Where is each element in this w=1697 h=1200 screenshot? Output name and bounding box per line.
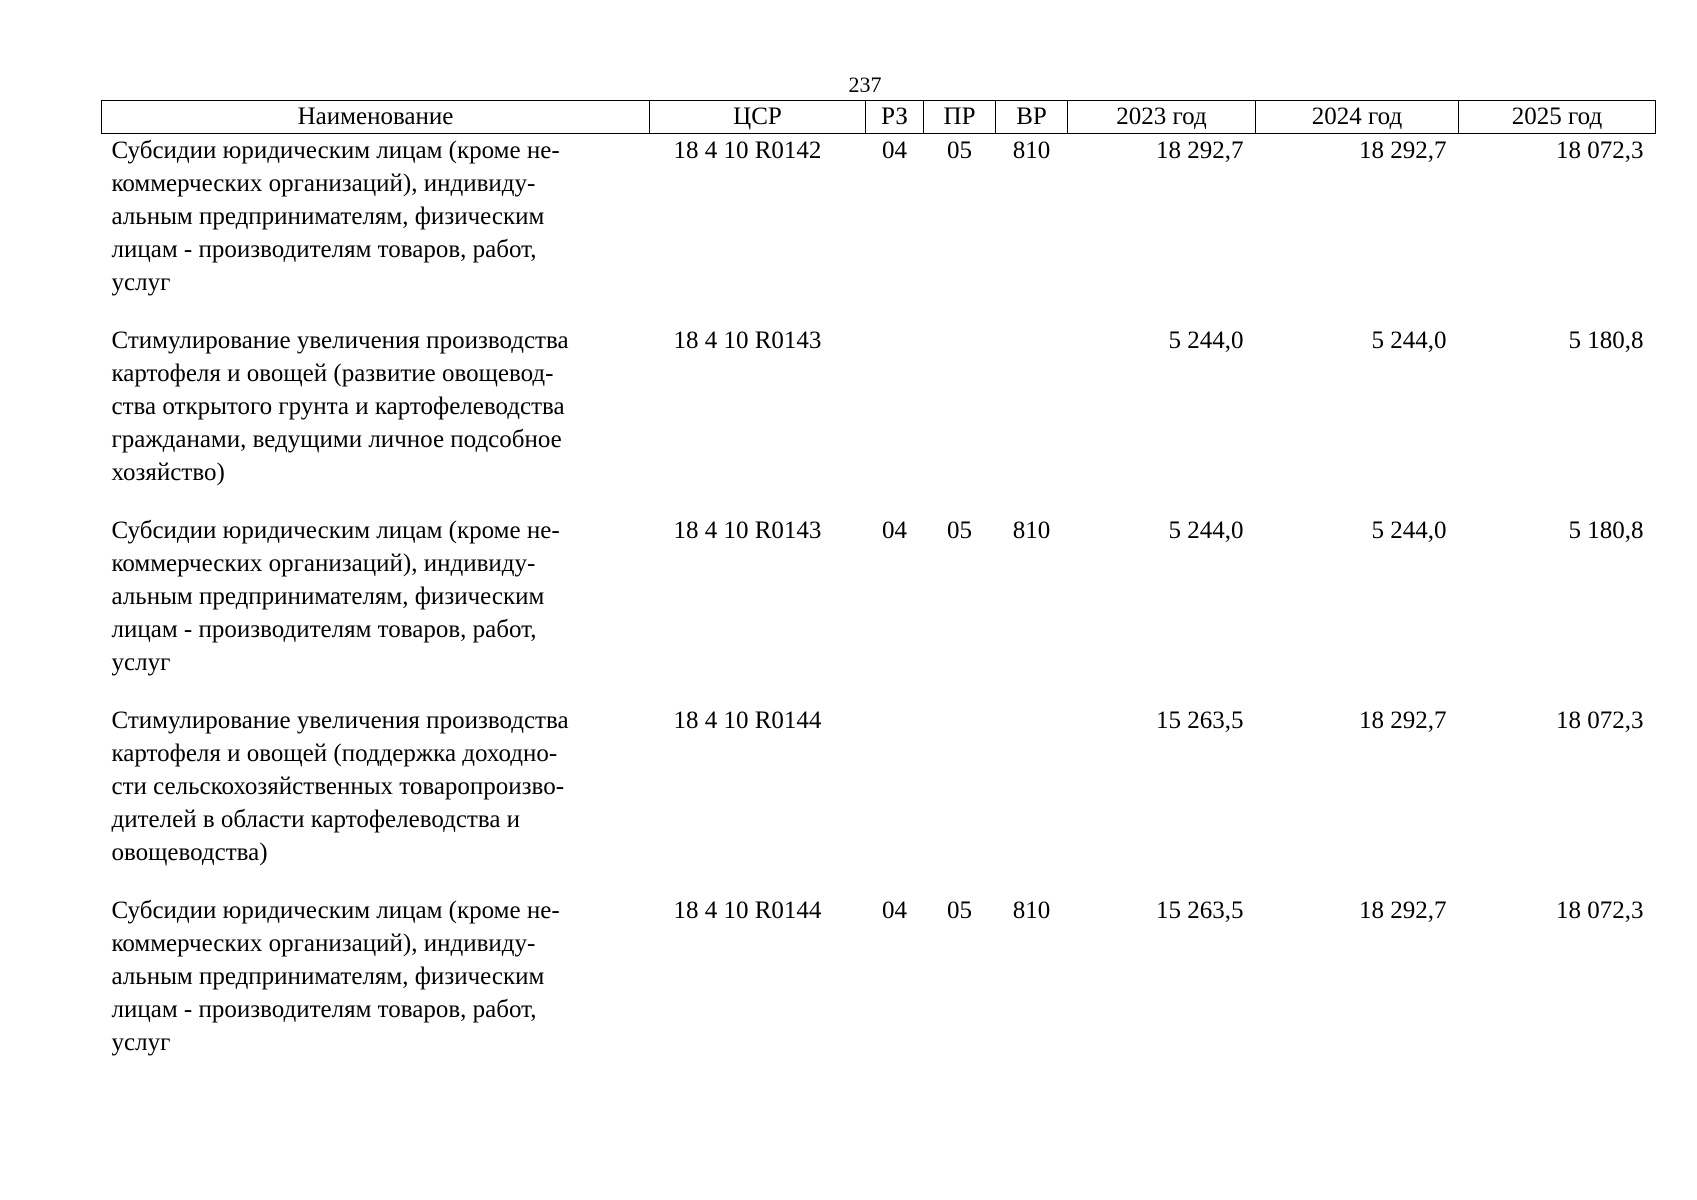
row-2025: 18 072,3 xyxy=(1556,897,1644,924)
row-vr xyxy=(996,704,1068,894)
row-name-line: коммерческих организаций), индивиду- xyxy=(111,930,536,957)
row-name-line: альным предпринимателям, физическим xyxy=(111,963,545,990)
row-rz xyxy=(866,704,924,894)
row-2025: 18 072,3 xyxy=(1556,137,1644,164)
row-2024: 18 292,7 xyxy=(1359,137,1447,164)
row-csr: 18 4 10 R0143 xyxy=(673,517,822,544)
row-name-line: дителей в области картофелеводства и xyxy=(111,806,521,833)
row-name-line: ства открытого грунта и картофелеводства xyxy=(111,393,565,420)
budget-table xyxy=(101,100,1656,1084)
row-name xyxy=(102,894,650,1084)
row-name-line: картофеля и овощей (поддержка доходно- xyxy=(111,740,558,767)
row-name-line: альным предпринимателям, физическим xyxy=(111,583,545,610)
row-name xyxy=(102,324,650,514)
row-pr xyxy=(924,324,996,514)
row-pr: 05 xyxy=(947,137,972,164)
row-vr: 810 xyxy=(1012,137,1051,164)
row-pr: 05 xyxy=(947,517,972,544)
row-rz: 04 xyxy=(882,517,907,544)
row-vr xyxy=(996,324,1068,514)
row-name-line: сти сельскохозяйственных товаропроизво- xyxy=(111,773,565,800)
row-2023: 5 244,0 xyxy=(1168,327,1244,354)
row-csr: 18 4 10 R0144 xyxy=(673,707,822,734)
row-name-line: хозяйство) xyxy=(111,459,225,486)
row-2025: 5 180,8 xyxy=(1568,327,1644,354)
row-name-line: Субсидии юридическим лицам (кроме не- xyxy=(111,517,560,544)
row-pr xyxy=(924,704,996,894)
row-name-line: альным предпринимателям, физическим xyxy=(111,203,545,230)
row-name-line: Стимулирование увеличения производства xyxy=(111,327,569,354)
header-name: Наименование xyxy=(102,101,650,134)
header-vr: ВР xyxy=(996,101,1068,134)
header-pr: ПР xyxy=(924,101,996,134)
row-name-line: лицам - производителям товаров, работ, xyxy=(111,616,537,643)
row-2025: 5 180,8 xyxy=(1568,517,1644,544)
row-name-line: гражданами, ведущими личное подсобное xyxy=(111,426,562,453)
row-2023: 15 263,5 xyxy=(1156,897,1244,924)
row-csr: 18 4 10 R0144 xyxy=(673,897,822,924)
row-name-line: коммерческих организаций), индивиду- xyxy=(111,170,536,197)
table-header-row xyxy=(102,101,1656,134)
budget-table-container xyxy=(101,100,1655,1084)
row-vr: 810 xyxy=(1012,517,1051,544)
row-rz: 04 xyxy=(882,137,907,164)
header-2023: 2023 год xyxy=(1068,101,1256,134)
row-2024: 18 292,7 xyxy=(1359,897,1447,924)
header-rz: РЗ xyxy=(866,101,924,134)
row-name xyxy=(102,134,650,325)
row-2023: 5 244,0 xyxy=(1168,517,1244,544)
row-rz: 04 xyxy=(882,897,907,924)
row-name-line: картофеля и овощей (развитие овощевод- xyxy=(111,360,554,387)
row-2023: 18 292,7 xyxy=(1156,137,1244,164)
page-number: 237 xyxy=(848,72,882,97)
table-row xyxy=(102,704,1656,894)
row-name-line: Субсидии юридическим лицам (кроме не- xyxy=(111,137,560,164)
table-row xyxy=(102,894,1656,1084)
row-2024: 5 244,0 xyxy=(1371,517,1447,544)
row-name-line: лицам - производителям товаров, работ, xyxy=(111,236,537,263)
header-2025: 2025 год xyxy=(1459,101,1656,134)
row-name-line: овощеводства) xyxy=(111,839,268,866)
header-csr: ЦСР xyxy=(650,101,866,134)
table-row xyxy=(102,324,1656,514)
header-2024: 2024 год xyxy=(1256,101,1459,134)
row-2023: 15 263,5 xyxy=(1156,707,1244,734)
row-csr: 18 4 10 R0143 xyxy=(673,327,822,354)
row-name-line: услуг xyxy=(111,269,171,296)
row-name-line: Стимулирование увеличения производства xyxy=(111,707,569,734)
row-rz xyxy=(866,324,924,514)
row-name-line: услуг xyxy=(111,649,171,676)
table-row xyxy=(102,514,1656,704)
row-pr: 05 xyxy=(947,897,972,924)
row-name-line: коммерческих организаций), индивиду- xyxy=(111,550,536,577)
row-2025: 18 072,3 xyxy=(1556,707,1644,734)
row-2024: 5 244,0 xyxy=(1371,327,1447,354)
row-name xyxy=(102,514,650,704)
row-name xyxy=(102,704,650,894)
row-name-line: услуг xyxy=(111,1029,171,1056)
row-2024: 18 292,7 xyxy=(1359,707,1447,734)
row-csr: 18 4 10 R0142 xyxy=(673,137,822,164)
row-name-line: лицам - производителям товаров, работ, xyxy=(111,996,537,1023)
row-vr: 810 xyxy=(1012,897,1051,924)
table-row xyxy=(102,134,1656,325)
row-name-line: Субсидии юридическим лицам (кроме не- xyxy=(111,897,560,924)
